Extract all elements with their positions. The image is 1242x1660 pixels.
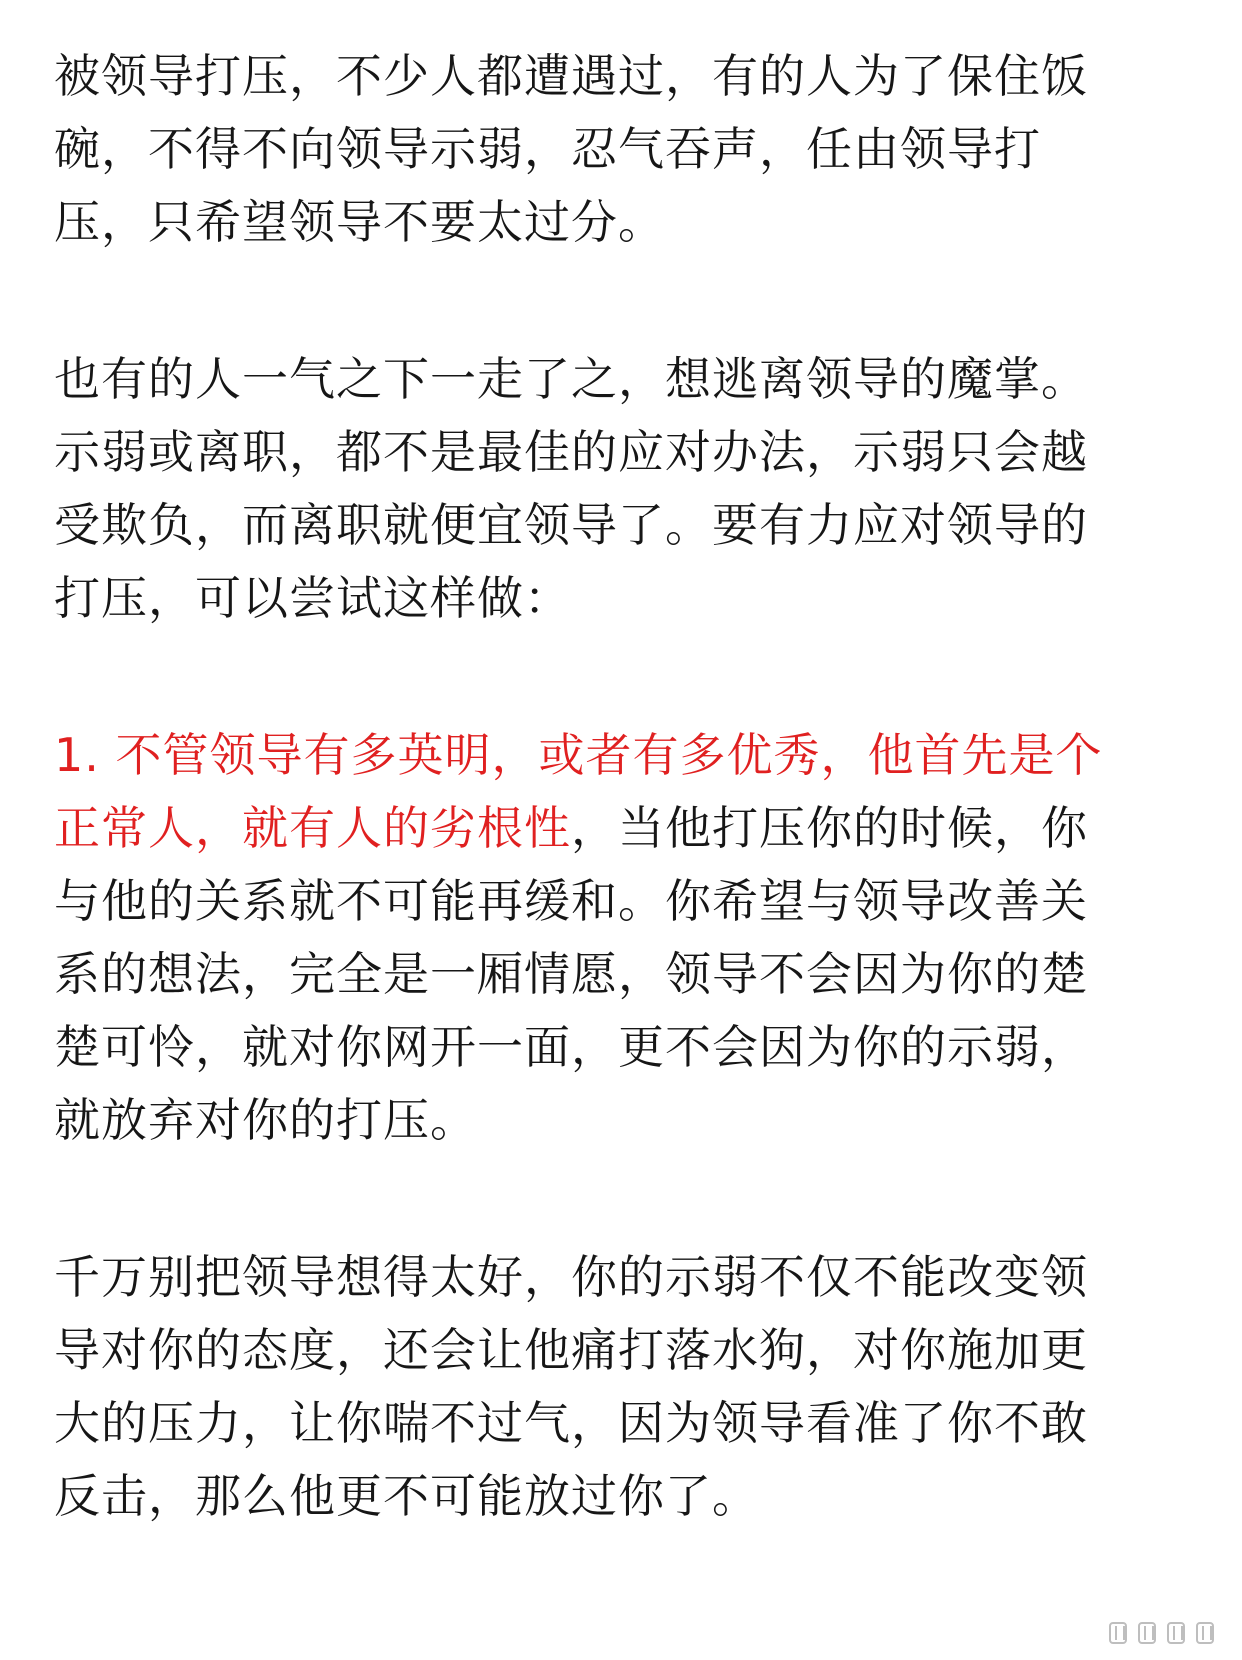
paragraph-spacer [54,259,1214,343]
paragraph-spacer [54,1157,1214,1241]
watermark-glyph-icon [1105,1620,1131,1646]
text-line: 也有的人一气之下一走了之，想逃离领导的魔掌。 [54,352,1088,406]
normal-text: ，当他打压你的时候，你 [571,801,1088,855]
text-line: 导对你的态度，还会让他痛打落水狗，对你施加更 [54,1323,1088,1377]
watermark-glyph-icon [1134,1620,1160,1646]
app-watermark-icon [1105,1620,1218,1646]
highlighted-point-line: 1. 不管领导有多英明，或者有多优秀，他首先是个 [54,728,1103,782]
paragraph-4 [54,1241,1214,1533]
text-line: 压，只希望领导不要太过分。 [54,195,665,249]
paragraph-spacer [54,635,1214,719]
watermark-glyph-icon [1192,1620,1218,1646]
text-line: 受欺负，而离职就便宜领导了。要有力应对领导的 [54,498,1088,552]
paragraph-2 [54,343,1214,635]
text-line [54,792,1214,865]
highlighted-text: 正常人，就有人的劣根性 [54,801,571,855]
watermark-glyph-icon [1163,1620,1189,1646]
text-line: 大的压力，让你喘不过气，因为领导看准了你不敢 [54,1396,1088,1450]
text-line: 反击，那么他更不可能放过你了。 [54,1469,759,1523]
article-body [54,40,1214,1533]
paragraph-3 [54,719,1214,1157]
text-line: 与他的关系就不可能再缓和。你希望与领导改善关 [54,874,1088,928]
text-line: 打压，可以尝试这样做： [54,571,571,625]
text-line: 千万别把领导想得太好，你的示弱不仅不能改变领 [54,1250,1088,1304]
text-line: 示弱或离职，都不是最佳的应对办法，示弱只会越 [54,425,1088,479]
text-line: 楚可怜，就对你网开一面，更不会因为你的示弱， [54,1020,1088,1074]
text-line: 就放弃对你的打压。 [54,1093,477,1147]
paragraph-1 [54,40,1214,259]
text-line: 碗，不得不向领导示弱，忍气吞声，任由领导打 [54,122,1041,176]
text-line: 系的想法，完全是一厢情愿，领导不会因为你的楚 [54,947,1088,1001]
text-line: 被领导打压，不少人都遭遇过，有的人为了保住饭 [54,49,1088,103]
